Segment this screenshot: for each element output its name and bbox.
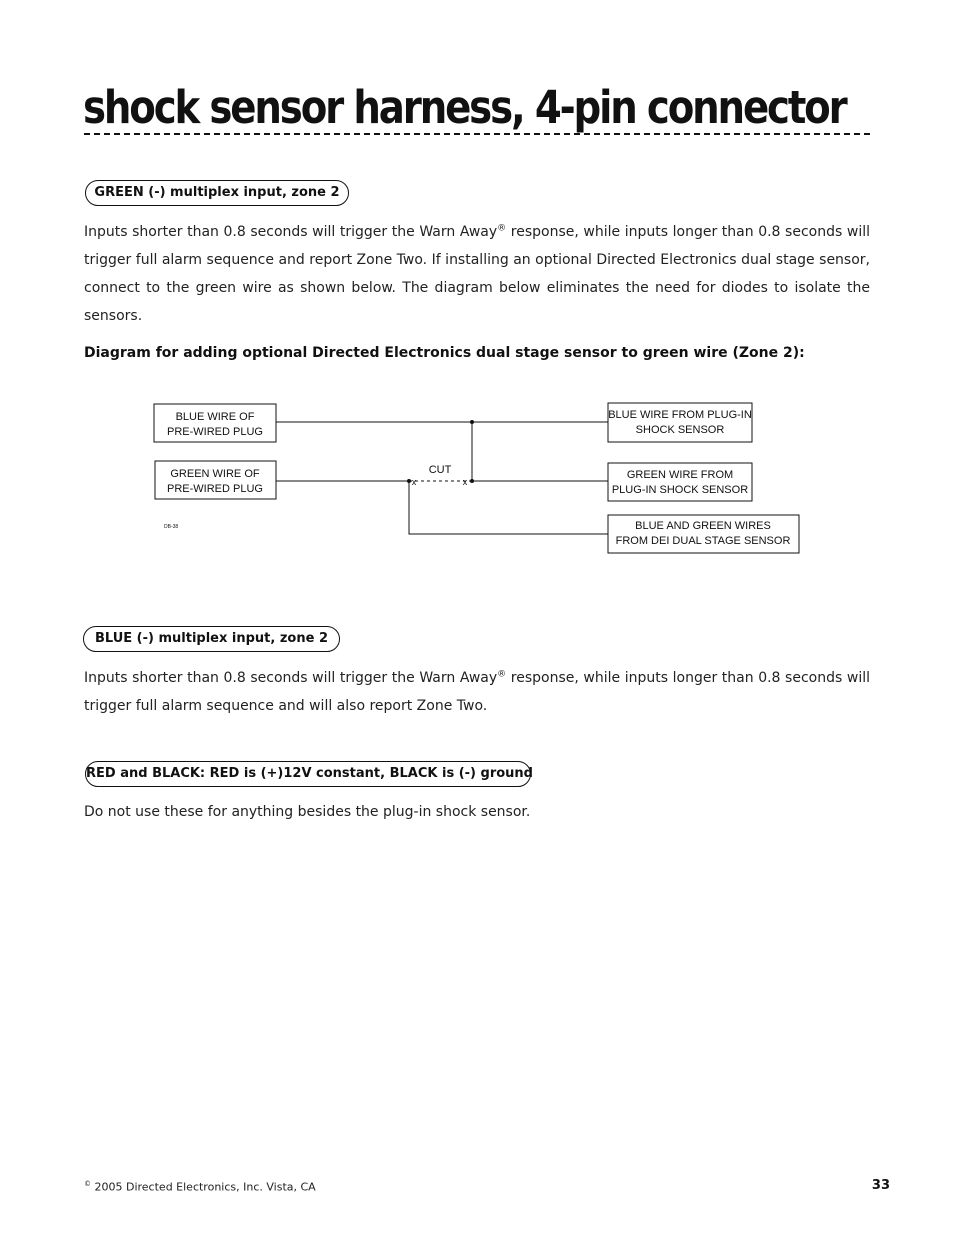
green-text-start: Inputs shorter than 0.8 seconds will trigger the Warn Away — [84, 224, 498, 240]
box-green-prewired-line2: PRE-WIRED PLUG — [167, 483, 263, 495]
copyright-mark: © — [84, 1180, 91, 1188]
box-dei-dual-line1: BLUE AND GREEN WIRES — [635, 520, 771, 532]
blue-text-start: Inputs shorter than 0.8 seconds will trigger the Warn Away — [84, 670, 498, 686]
green-wire-heading: GREEN (-) multiplex input, zone 2 — [85, 180, 349, 206]
box-blue-plugin-line1: BLUE WIRE FROM PLUG-IN — [608, 409, 752, 421]
box-blue-plugin-line2: SHOCK SENSOR — [635, 424, 725, 436]
cut-label: CUT — [428, 464, 452, 476]
cut-mark-right: x — [462, 477, 468, 487]
box-green-plugin-line1: GREEN WIRE FROM — [626, 469, 734, 481]
power-wire-heading: RED and BLACK: RED is (+)12V constant, BLACK is (-) ground — [85, 761, 531, 787]
blue-wire-heading: BLUE (-) multiplex input, zone 2 — [83, 626, 340, 652]
page-number: 33 — [871, 1178, 890, 1193]
wiring-diagram — [0, 0, 954, 600]
power-wire-paragraph: Do not use these for anything besides the plug-in shock sensor. — [84, 804, 531, 820]
junction-dot-blue — [470, 420, 474, 424]
box-blue-prewired-line1: BLUE WIRE OF — [175, 411, 255, 423]
registered-mark: ® — [497, 669, 507, 680]
blue-text-end: response, while inputs longer than 0.8 seconds will trigger full alarm sequence and will also report Zone Two. — [84, 670, 871, 714]
diagram-heading: Diagram for adding optional Directed Electronics dual stage sensor to green wire (Zone 2): — [84, 345, 805, 361]
page-title: shock sensor harness, 4-pin connector — [83, 81, 846, 134]
footer-copyright — [84, 1180, 316, 1194]
junction-dot-green-left — [407, 479, 411, 483]
box-green-plugin-line2: PLUG-IN SHOCK SENSOR — [611, 484, 749, 496]
box-dei-dual-line2: FROM DEI DUAL STAGE SENSOR — [615, 535, 791, 547]
diagram-code: DB-38 — [164, 524, 179, 530]
registered-mark: ® — [497, 223, 507, 234]
blue-wire-paragraph — [84, 664, 870, 720]
cut-mark-left: x — [411, 477, 417, 487]
junction-dot-green-right — [470, 479, 474, 483]
copyright-text: 2005 Directed Electronics, Inc. Vista, CA — [91, 1180, 316, 1194]
box-blue-prewired-line2: PRE-WIRED PLUG — [167, 426, 263, 438]
green-text-end: response, while inputs longer than 0.8 seconds will trigger full alarm sequence and report Zone Two. If installing an optional Directed Electronics dual stage sensor, connect to the green wire as shown below. The diagram below eliminates the need for diodes to isolate the sensors. — [84, 224, 871, 324]
box-green-prewired-line1: GREEN WIRE OF — [170, 468, 260, 480]
dual-stage-wire — [409, 481, 608, 534]
